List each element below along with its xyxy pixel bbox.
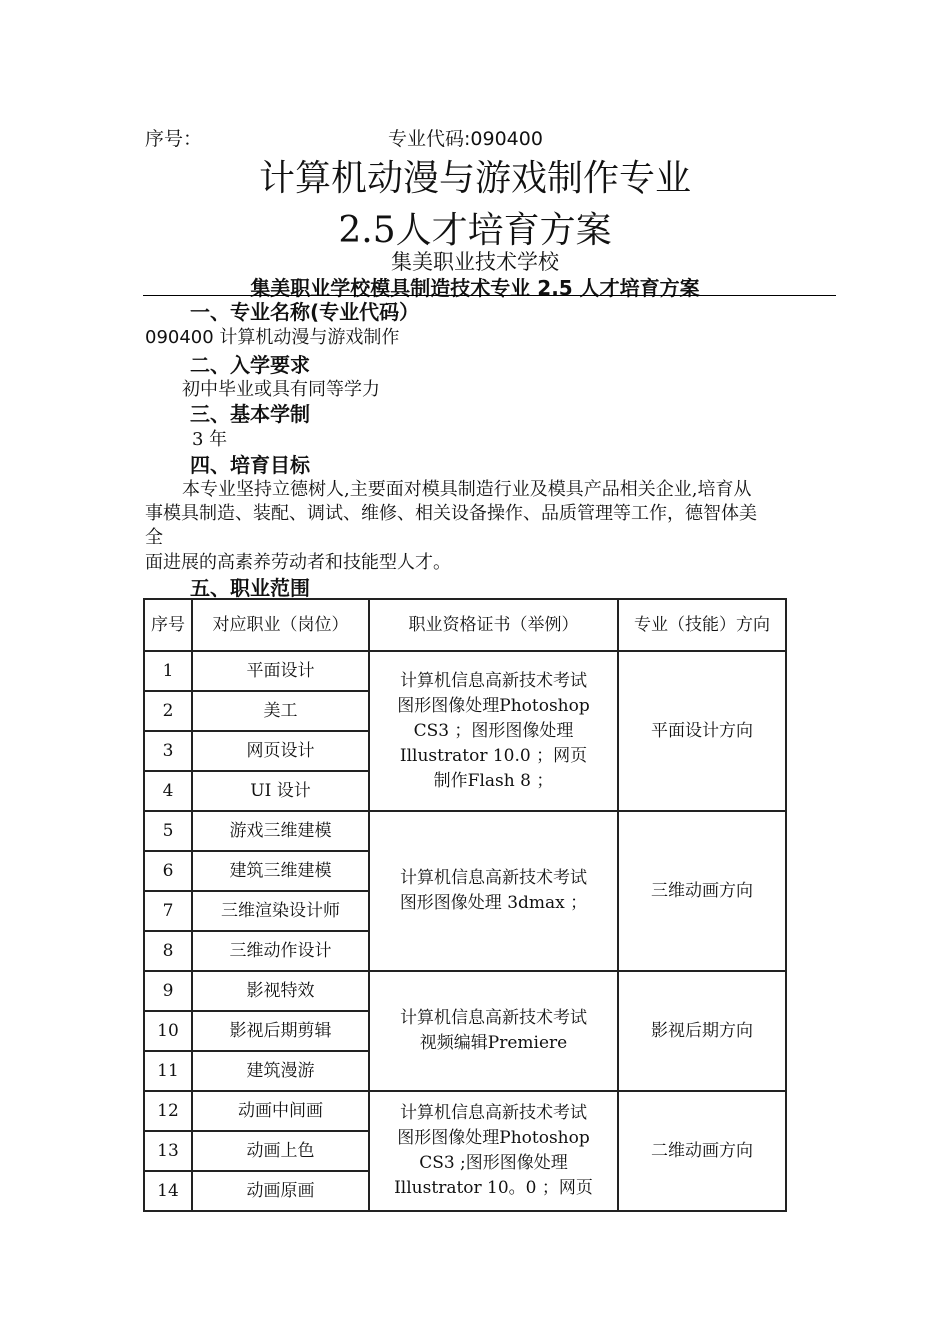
section-heading-admission: 二、入学要求 — [190, 353, 310, 377]
table-row — [144, 971, 786, 1011]
cell-certificate — [369, 971, 618, 1091]
cell-job: 网页设计 — [192, 731, 369, 771]
header-direction: 专业（技能）方向 — [618, 599, 786, 651]
cell-job: 游戏三维建模 — [192, 811, 369, 851]
document-title: 计算机动漫与游戏制作专业 — [258, 158, 691, 199]
cell-serial: 14 — [144, 1171, 192, 1211]
document-title-line2: 2.5人才培育方案 — [338, 210, 612, 251]
section-body-major-name: 090400 计算机动漫与游戏制作 — [145, 327, 400, 348]
header-serial: 序号 — [144, 599, 192, 651]
cell-job: 动画原画 — [192, 1171, 369, 1211]
cell-job: 平面设计 — [192, 651, 369, 691]
table-header-row — [144, 599, 786, 651]
cell-serial: 6 — [144, 851, 192, 891]
cell-serial: 1 — [144, 651, 192, 691]
major-code-label: 专业代码:090400 — [388, 128, 543, 150]
section-body-duration: 3 年 — [192, 429, 228, 450]
cell-job: 建筑漫游 — [192, 1051, 369, 1091]
header-certificate: 职业资格证书（举例） — [369, 599, 618, 651]
certificate-text: 计算机信息高新技术考试 视频编辑Premiere — [400, 1008, 587, 1053]
cell-direction: 三维动画方向 — [618, 811, 786, 971]
table-row — [144, 651, 786, 691]
cell-job: 三维渲染设计师 — [192, 891, 369, 931]
cell-direction: 平面设计方向 — [618, 651, 786, 811]
cell-job: UI 设计 — [192, 771, 369, 811]
cell-serial: 12 — [144, 1091, 192, 1131]
cell-job: 建筑三维建模 — [192, 851, 369, 891]
cell-job: 影视后期剪辑 — [192, 1011, 369, 1051]
cell-job: 动画上色 — [192, 1131, 369, 1171]
cell-job: 动画中间画 — [192, 1091, 369, 1131]
certificate-text: 计算机信息高新技术考试 图形图像处理Photoshop CS3 ;图形图像处理 Illustrator 10。0 ；网页 — [394, 1103, 593, 1198]
certificate-text: 计算机信息高新技术考试 图形图像处理Photoshop CS3 ；图形图像处理 Illustrator 10.0 ；网页 制作Flash 8 ； — [397, 670, 590, 791]
section-heading-major-name: 一、专业名称(专业代码） — [190, 300, 420, 324]
cell-serial: 11 — [144, 1051, 192, 1091]
cell-serial: 5 — [144, 811, 192, 851]
header-job: 对应职业（岗位） — [192, 599, 369, 651]
cell-serial: 3 — [144, 731, 192, 771]
table-row — [144, 811, 786, 851]
cell-direction: 二维动画方向 — [618, 1091, 786, 1211]
serial-number-label: 序号： — [145, 128, 203, 150]
cell-serial: 9 — [144, 971, 192, 1011]
cell-serial: 7 — [144, 891, 192, 931]
cell-serial: 8 — [144, 931, 192, 971]
table-row — [144, 1091, 786, 1131]
cell-job: 影视特效 — [192, 971, 369, 1011]
cell-certificate — [369, 1091, 618, 1211]
goals-paragraph-line: 全 — [145, 527, 163, 548]
certificate-text: 计算机信息高新技术考试 图形图像处理 3dmax ； — [399, 868, 588, 913]
goals-paragraph-line: 事模具制造、装配、调试、维修、相关设备操作、品质管理等工作，德智体美 — [145, 503, 757, 524]
section-body-admission: 初中毕业或具有同等学力 — [182, 379, 380, 400]
school-name: 集美职业技术学校 — [391, 250, 559, 274]
cell-job: 美工 — [192, 691, 369, 731]
career-scope-table — [143, 598, 787, 1212]
cell-serial: 2 — [144, 691, 192, 731]
section-heading-goals: 四、培育目标 — [190, 453, 310, 477]
cell-certificate — [369, 651, 618, 811]
section-heading-duration: 三、基本学制 — [190, 402, 310, 426]
cell-certificate — [369, 811, 618, 971]
cell-serial: 13 — [144, 1131, 192, 1171]
goals-paragraph-line: 本专业坚持立德树人,主要面对模具制造行业及模具产品相关企业,培育从 — [182, 479, 752, 500]
cell-job: 三维动作设计 — [192, 931, 369, 971]
cell-serial: 10 — [144, 1011, 192, 1051]
cell-serial: 4 — [144, 771, 192, 811]
section-heading-career-scope: 五、职业范围 — [190, 576, 310, 600]
goals-paragraph-line: 面进展的高素养劳动者和技能型人才。 — [145, 552, 451, 573]
document-subtitle: 集美职业学校模具制造技术专业 2.5 人才培育方案 — [250, 276, 700, 300]
cell-direction: 影视后期方向 — [618, 971, 786, 1091]
